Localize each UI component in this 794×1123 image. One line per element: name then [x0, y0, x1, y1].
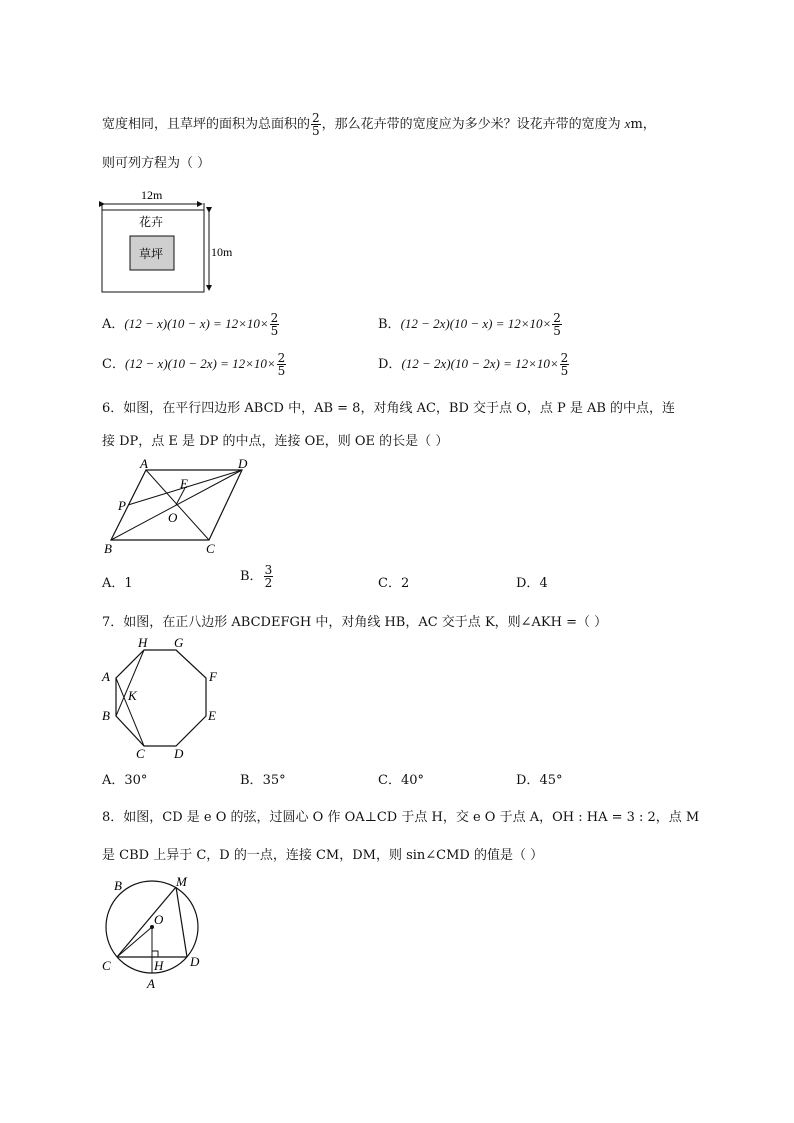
label-h: H — [154, 958, 164, 973]
label-f: F — [209, 669, 217, 684]
q5-line1: 宽度相同，且草坪的面积为总面积的 $\frac{2}{5}$ ，那么花卉带的宽度应为多少米？设花卉带的宽度为 xm， — [102, 111, 656, 138]
label-a: A — [140, 456, 148, 471]
label-c: C — [102, 958, 111, 973]
label-b: B — [102, 708, 110, 723]
q5-option-b[interactable]: B．(12 − 2x)(10 − x) = 12×10× $\frac{2}{5}$ — [378, 311, 561, 338]
q7-option-c[interactable]: C．40° — [378, 773, 424, 788]
segment-co — [117, 927, 152, 957]
q6-line2: 接 DP，点 E 是 DP 的中点，连接 OE，则 OE 的长是（ ） — [102, 434, 449, 449]
label-b: B — [114, 878, 122, 893]
q5-line2: 则可列方程为（ ） — [102, 156, 211, 171]
q6-option-b[interactable]: B． $\frac{3}{2}$ — [240, 563, 273, 590]
q5-unit: m — [630, 117, 643, 132]
label-d: D — [238, 456, 248, 471]
label-m: M — [176, 874, 187, 889]
label-c: C — [136, 746, 145, 761]
segment-cm — [117, 887, 176, 957]
label-b: B — [104, 541, 112, 556]
q8-line1: 8．如图，CD 是 e O 的弦，过圆心 O 作 OA⊥CD 于点 H，交 e O 于点 A，OH : HA = 3 : 2，点 M — [102, 810, 700, 825]
q5-fraction: $\frac{2}{5}$ — [312, 111, 320, 138]
q5-option-a[interactable]: A．(12 − x)(10 − x) = 12×10× $\frac{2}{5}$ — [102, 311, 279, 338]
q6-figure — [96, 458, 266, 558]
label-a: A — [147, 976, 155, 991]
width-label: 12m — [141, 188, 163, 202]
q7-option-b[interactable]: B．35° — [240, 773, 286, 788]
label-d: D — [174, 746, 184, 761]
segment-dm — [176, 887, 187, 957]
q5-option-c[interactable]: C．(12 − x)(10 − 2x) = 12×10× $\frac{2}{5}$ — [102, 351, 286, 378]
q7-option-d[interactable]: D．45° — [516, 773, 563, 788]
label-k: K — [128, 688, 137, 703]
label-o: O — [168, 510, 178, 525]
label-h: H — [138, 635, 148, 650]
q5-figure — [96, 186, 233, 298]
q6-line1: 6．如图，在平行四边形 ABCD 中，AB = 8，对角线 AC，BD 交于点 O，点 P 是 AB 的中点，连 — [102, 401, 676, 416]
label-d: D — [190, 954, 200, 969]
q6-option-c[interactable]: C．2 — [378, 576, 410, 591]
label-p: P — [118, 498, 126, 513]
q6-option-d[interactable]: D．4 — [516, 576, 548, 591]
q6-option-a[interactable]: A．1 — [102, 576, 133, 591]
q8-figure — [96, 872, 220, 994]
label-g: G — [174, 635, 184, 650]
q7-option-a[interactable]: A．30° — [102, 773, 148, 788]
q8-line2: 是 CBD 上异于 C，D 的一点，连接 CM，DM，则 sin∠CMD 的值是（ ） — [102, 848, 544, 863]
label-c: C — [206, 541, 215, 556]
q5-option-d[interactable]: D．(12 − 2x)(10 − 2x) = 12×10× $\frac{2}{5}$ — [378, 351, 569, 378]
right-angle-mark — [152, 951, 158, 957]
label-e: E — [208, 708, 216, 723]
q7-figure — [96, 634, 236, 760]
height-label: 10m — [211, 245, 233, 259]
q5-variable: x — [624, 116, 631, 131]
label-o: O — [154, 912, 164, 927]
lawn-label: 草坪 — [139, 247, 164, 261]
label-e: E — [180, 476, 188, 491]
q7-line1: 7．如图，在正八边形 ABCDEFGH 中，对角线 HB，AC 交于点 K，则∠AKH =（ ） — [102, 615, 608, 630]
diagonal-hb — [116, 650, 144, 716]
flower-label: 花卉 — [139, 215, 164, 229]
q5-text-a: 宽度相同，且草坪的面积为总面积的 — [102, 117, 311, 132]
q5-text-b: ，那么花卉带的宽度应为多少米？设花卉带的宽度为 — [321, 117, 621, 132]
label-a: A — [102, 669, 110, 684]
